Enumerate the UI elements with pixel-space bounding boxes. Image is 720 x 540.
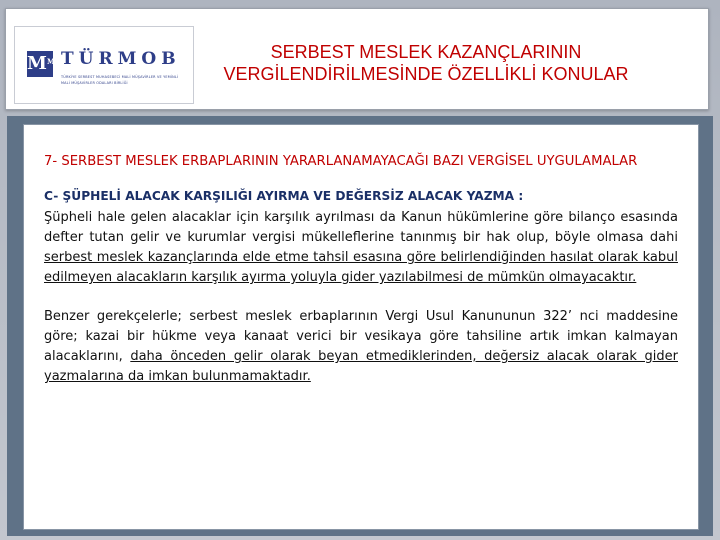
turmob-logo [14, 26, 194, 104]
sub-heading: C- ŞÜPHELİ ALACAK KARŞILIĞI AYIRMA VE DEĞERSİZ ALACAK YAZMA : [44, 189, 524, 203]
logo-mark-icon: $M^M$ [27, 51, 53, 77]
paragraph-2 [44, 307, 678, 387]
section-heading: 7- SERBEST MESLEK ERBAPLARININ YARARLANAMAYACAĞI BAZI VERGİSEL UYGULAMALAR [44, 154, 638, 169]
content-body [44, 152, 678, 387]
paragraph-1-text: Şüpheli hale gelen alacaklar için karşılık ayrılması da Kanun hükümlerine göre bilanço esasında defter tutan gelir ve kurumlar vergisi mükelleflerine tanınmış bir hak olup, böyle olmasa dahi [44, 210, 678, 245]
logo-subtitle: TÜRKİYE SERBEST MUHASEBECİ MALİ MÜŞAVİRLER VE YEMİNLİ MALİ MÜŞAVİRLER ODALARI BİRLİĞİ [61, 75, 179, 85]
header-banner [5, 8, 709, 110]
paragraph-2-underlined: daha önceden gelir olarak beyan etmediklerinden, değersiz alacak olarak gider yazmalarına da imkan bulunmamaktadır. [44, 349, 678, 384]
title-line-1: SERBEST MESLEK KAZANÇLARININ [270, 42, 582, 62]
title-line-2: VERGİLENDİRİLMESİNDE ÖZELLİKLİ KONULAR [223, 64, 629, 84]
paragraph-2-text: Benzer gerekçelerle; serbest meslek erbaplarının Vergi Usul Kanununun 322’ nci maddesine göre; kazai bir hükme veya kanaat verici bir vesikaya göre tahsiline artık imkan kalmayan alacaklarını, [44, 309, 678, 364]
paragraph-1-underlined: serbest meslek kazançlarında elde etme tahsil esasına göre belirlendiğinden hasılat olarak kabul edilmeyen alacakların karşılık ayırma yoluyla gider yazılabilmesi de mümkün olmayacaktır. [44, 250, 678, 285]
logo-name: TÜRMOB [61, 49, 181, 69]
paragraph-1 [44, 208, 678, 288]
page-title [196, 41, 656, 85]
